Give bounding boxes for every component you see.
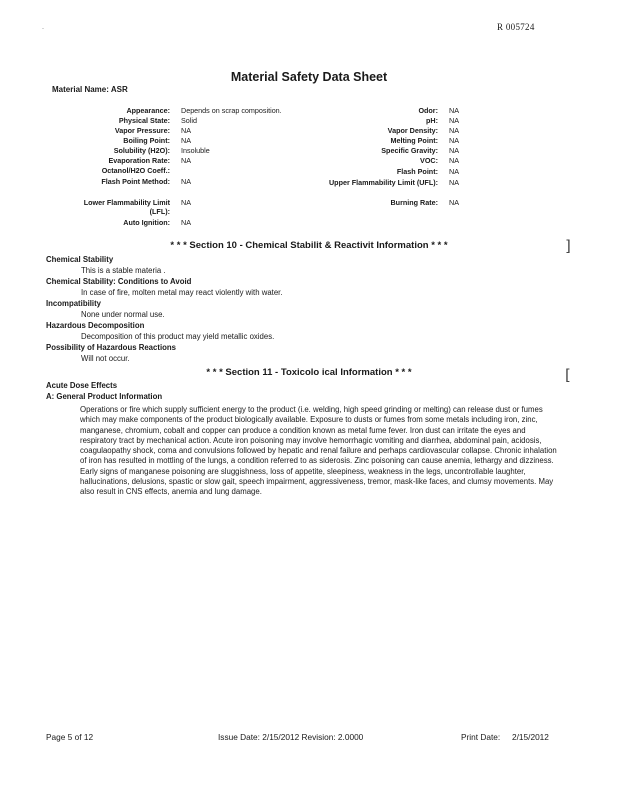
conditions-to-avoid-text: In case of fire, molten metal may react violently with water. [81, 288, 283, 297]
chemical-stability-heading: Chemical Stability [46, 255, 114, 264]
prop-label: Flash Point Method: [101, 177, 170, 186]
hazardous-reactions-text: Will not occur. [81, 354, 130, 363]
print-date-label: Print Date: [461, 732, 501, 742]
prop-value: NA [181, 156, 191, 165]
prop-value: Insoluble [181, 146, 210, 155]
bates-number: R 005724 [497, 22, 535, 32]
prop-label: Vapor Density: [387, 126, 438, 135]
general-product-info-text: Operations or fire which supply sufficient energy to the product (i.e. welding, high speed grinding or melting) can release dust or fumes which may make components of the product biologically available. Exposure to dusts or fumes from some metals including iron, zinc, manganese, chromium, cobalt and copper can produce a condition known as metal fume fever. Iron dust can irritate the eyes and respiratory tract by mechanical action. Acute iron poisoning may involve hemorrhagic vomiting and diarrhea, abdominal pain, acidosis, coagulaopathy shock, coma and convulsions followed by hepatic and renal failure and perhaps cardiovascular collapse. Chronic inhalation of iron has resulted in mottling of the lungs, a condition referred to as siderosis. Zinc poisoning can cause anemia, lethargy and dizziness. Early signs of manganese poisoning are sluggishness, loss of appetite, sleepiness, weakness in the legs, uncontrollable laughter, hallucinations, delusions, spastic or slow gait, speech impairment, aggressiveness, tremor, mask-like faces, and clumsy movements. May also result in CNS effects, anemia and lung damage. [80, 405, 557, 497]
margin-bracket: [ [565, 366, 571, 384]
prop-value: NA [449, 178, 459, 187]
prop-label: Odor: [418, 106, 438, 115]
hazardous-reactions-heading: Possibility of Hazardous Reactions [46, 343, 176, 352]
margin-bracket: ] [565, 237, 571, 255]
prop-value: NA [181, 177, 191, 186]
prop-label: Physical State: [118, 116, 170, 125]
prop-value: NA [449, 116, 459, 125]
physical-properties-table [0, 106, 618, 231]
issue-revision: Issue Date: 2/15/2012 Revision: 2.0000 [218, 732, 364, 742]
prop-value: NA [449, 167, 459, 176]
prop-label: Melting Point: [390, 136, 438, 145]
prop-label: Burning Rate: [390, 198, 438, 207]
prop-value: Solid [181, 116, 197, 125]
prop-value: NA [449, 126, 459, 135]
prop-label: Appearance: [126, 106, 170, 115]
prop-value: NA [449, 136, 459, 145]
prop-value: NA [181, 198, 191, 207]
prop-value: Depends on scrap composition. [181, 106, 282, 115]
incompatibility-text: None under normal use. [81, 310, 165, 319]
acute-dose-effects-heading: Acute Dose Effects [46, 381, 118, 390]
prop-value: NA [449, 156, 459, 165]
incompatibility-heading: Incompatibility [46, 299, 102, 308]
prop-value: NA [181, 136, 191, 145]
page-number: Page 5 of 12 [46, 732, 94, 742]
hazardous-decomposition-text: Decomposition of this product may yield metallic oxides. [81, 332, 275, 341]
scan-mark: · [42, 26, 44, 32]
section-11-heading: * * * Section 11 - Toxicolo ical Information * * * [206, 367, 412, 378]
material-name: Material Name: ASR [52, 85, 128, 94]
prop-label: Solubility (H2O): [113, 146, 170, 155]
general-product-info-heading: A: General Product Information [46, 392, 163, 401]
prop-label: pH: [426, 116, 438, 125]
prop-label: Evaporation Rate: [108, 156, 170, 165]
prop-label: Upper Flammability Limit (UFL): [328, 178, 438, 187]
section-10-heading: * * * Section 10 - Chemical Stabilit & Reactivit Information * * * [170, 240, 448, 251]
prop-value: NA [449, 146, 459, 155]
prop-label: Auto Ignition: [123, 218, 170, 227]
prop-value: NA [449, 198, 459, 207]
prop-label: Specific Gravity: [381, 146, 438, 155]
print-date-value: 2/15/2012 [512, 732, 549, 742]
conditions-to-avoid-heading: Chemical Stability: Conditions to Avoid [46, 277, 192, 286]
hazardous-decomposition-heading: Hazardous Decomposition [46, 321, 145, 330]
prop-label: Octanol/H2O Coeff.: [101, 166, 170, 175]
chemical-stability-text: This is a stable materia . [81, 266, 166, 275]
prop-label: VOC: [420, 156, 438, 165]
prop-value: NA [181, 126, 191, 135]
prop-label: Lower Flammability Limit (LFL): [83, 198, 170, 216]
prop-value: NA [181, 218, 191, 227]
prop-label: Vapor Pressure: [114, 126, 170, 135]
prop-label: Boiling Point: [123, 136, 170, 145]
document-title: Material Safety Data Sheet [230, 70, 388, 84]
prop-label: Flash Point: [396, 167, 438, 176]
prop-value: NA [449, 106, 459, 115]
